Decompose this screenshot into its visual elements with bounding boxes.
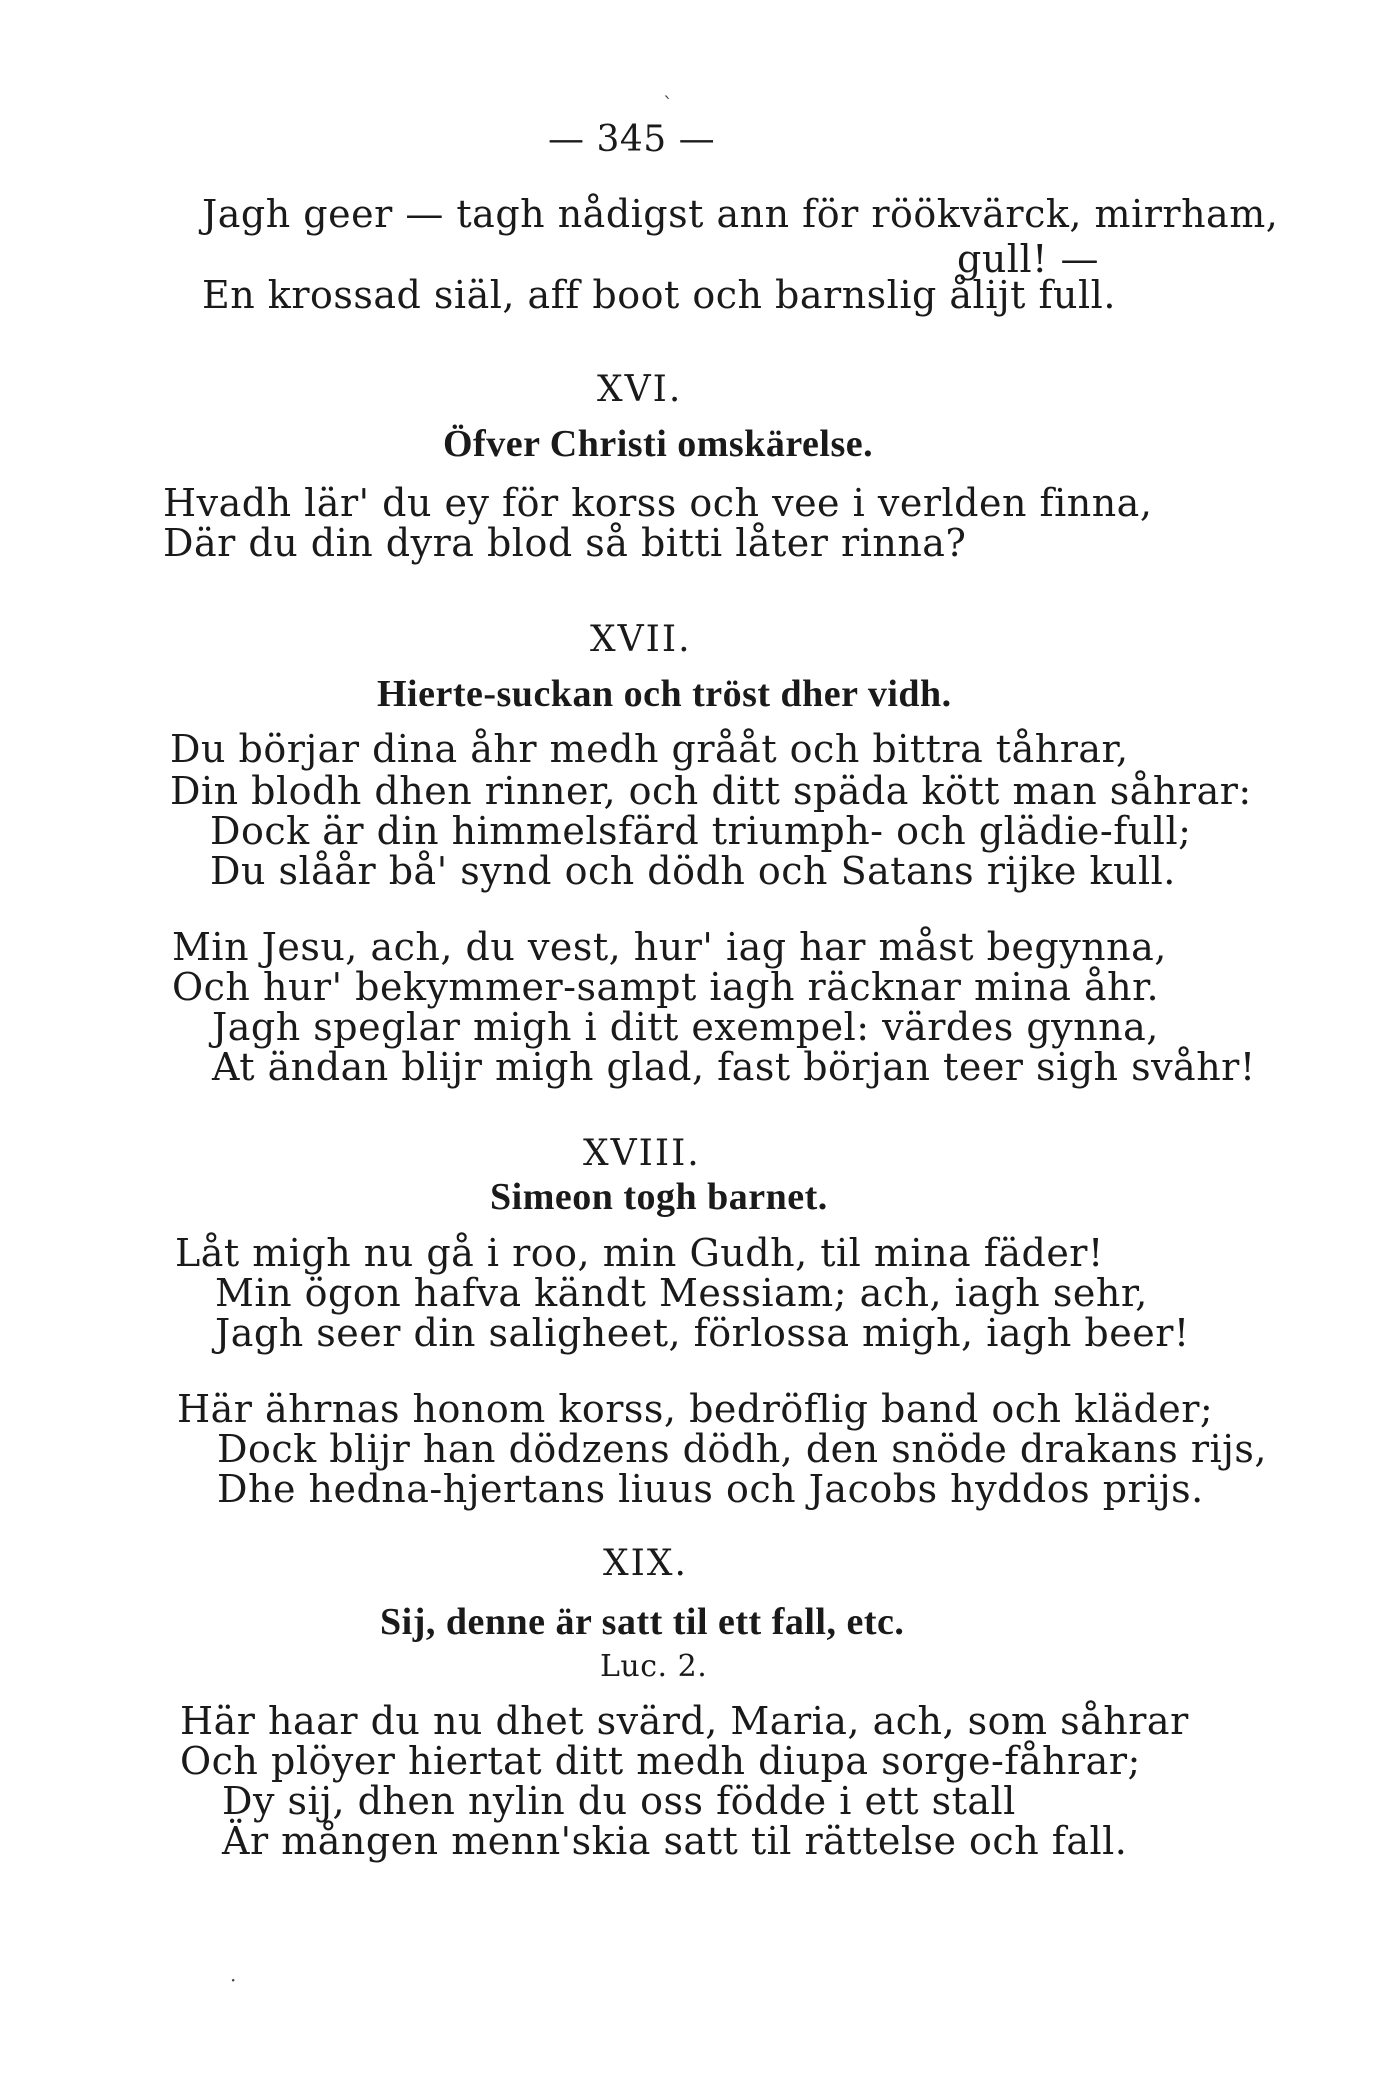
verse-line: Min Jesu, ach, du vest, hur' iag har måst begynna, xyxy=(172,925,1167,969)
verse-line: Här haar du nu dhet svärd, Maria, ach, som såhrar xyxy=(180,1699,1189,1743)
verse-line: Dock är din himmelsfärd triumph- och glädie-full; xyxy=(210,809,1192,853)
verse-line: Hvadh lär' du ey för korss och vee i verlden finna, xyxy=(163,481,1153,525)
verse-line: At ändan blijr migh glad, fast början teer sigh svåhr! xyxy=(212,1045,1256,1089)
verse-line: Och hur' bekymmer-sampt iagh räcknar mina åhr. xyxy=(172,965,1160,1009)
opening-line-2: gull! — xyxy=(957,237,1099,281)
verse-line: Dy sij, dhen nylin du oss födde i ett stall xyxy=(222,1779,1016,1823)
verse-line: Och plöyer hiertat ditt medh diupa sorge-fåhrar; xyxy=(180,1739,1141,1783)
section-number-xviii: XVIII. xyxy=(583,1133,701,1174)
section-number-xix: XIX. xyxy=(603,1543,688,1584)
verse-line: Dhe hedna-hjertans liuus och Jacobs hyddos prijs. xyxy=(217,1467,1204,1511)
print-speck: · xyxy=(230,1968,237,1992)
verse-line: Där du din dyra blod så bitti låter rinna? xyxy=(163,521,967,565)
verse-line: Min ögon hafva kändt Messiam; ach, iagh sehr, xyxy=(215,1271,1148,1315)
bible-reference: Luc. 2. xyxy=(600,1649,708,1684)
verse-line: Din blodh dhen rinner, och ditt späda kött man såhrar: xyxy=(170,769,1252,813)
section-number-xvi: XVI. xyxy=(597,369,683,410)
opening-line-3: En krossad siäl, aff boot och barnslig ålijt full. xyxy=(202,273,1116,317)
verse-line: Jagh seer din saligheet, förlossa migh, iagh beer! xyxy=(215,1311,1190,1355)
verse-line: Dock blijr han dödzens dödh, den snöde drakans rijs, xyxy=(217,1427,1267,1471)
section-heading-xix: Sij, denne är satt til ett fall, etc. xyxy=(380,1601,905,1643)
verse-line: Jagh speglar migh i ditt exempel: värdes gynna, xyxy=(212,1005,1159,1049)
verse-line: Låt migh nu gå i roo, min Gudh, til mina fäder! xyxy=(175,1231,1104,1275)
opening-line-1: Jagh geer — tagh nådigst ann för röökvärck, mirrham, xyxy=(202,192,1279,236)
verse-line: Du börjar dina åhr medh grååt och bittra tåhrar, xyxy=(170,727,1129,771)
section-heading-xvi: Öfver Christi omskärelse. xyxy=(443,423,874,465)
section-heading-xviii: Simeon togh barnet. xyxy=(490,1176,828,1218)
verse-line: Är mången menn'skia satt til rättelse och fall. xyxy=(222,1819,1128,1863)
verse-line: Du slåår bå' synd och dödh och Satans rijke kull. xyxy=(210,849,1176,893)
section-heading-xvii: Hierte-suckan och tröst dher vidh. xyxy=(377,673,952,715)
section-number-xvii: XVII. xyxy=(590,619,692,660)
verse-line: Här ährnas honom korss, bedröflig band och kläder; xyxy=(177,1387,1214,1431)
page-number: — 345 — xyxy=(548,119,716,160)
print-speck: ` xyxy=(663,92,673,116)
